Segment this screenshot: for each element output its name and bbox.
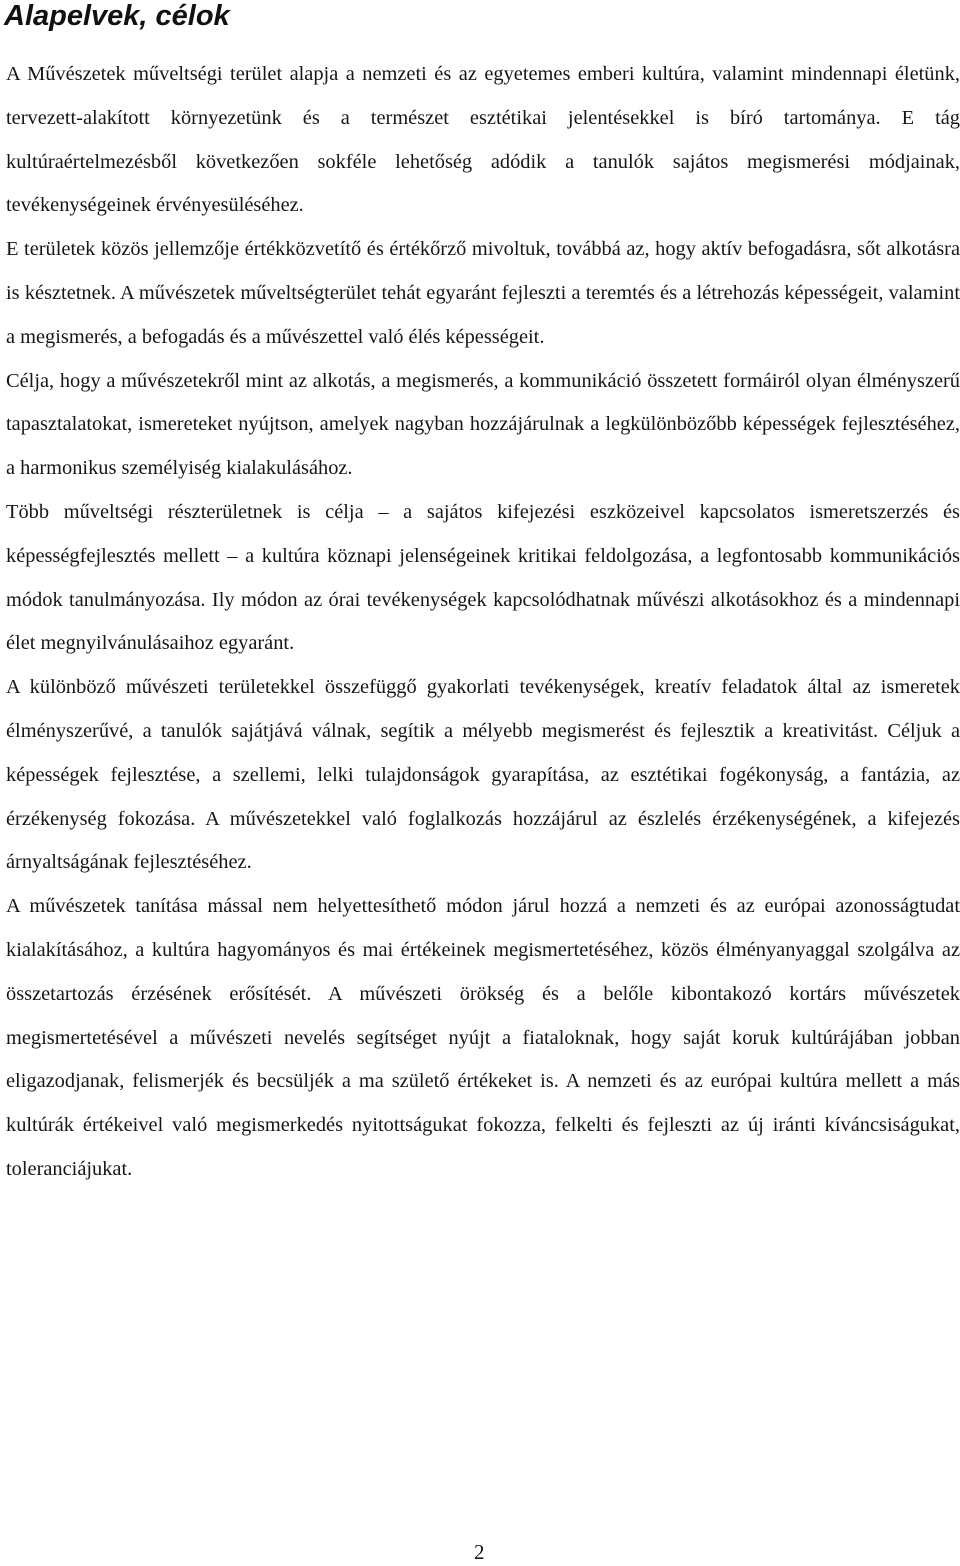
page-number: 2 xyxy=(474,1540,485,1564)
paragraph: A különböző művészeti területekkel összefüggő gyakorlati tevékenységek, kreatív feladatok által az ismeretek élményszerűvé, a tanulók sajátjává válnak, segítik a mélyebb megismerést és fejlesztik a kreativitást. Céljuk a képességek fejlesztése, a szellemi, lelki tulajdonságok gyarapítása, az esztétikai fogékonyság, a fantázia, az érzékenység fokozása. A művészetekkel való foglalkozás hozzájárul az észlelés érzékenységének, a kifejezés árnyaltságának fejlesztéséhez. xyxy=(6,676,960,874)
section-title: Alapelvek, célok xyxy=(4,0,230,32)
paragraph: Több műveltségi részterületnek is célja – a sajátos kifejezési eszközeivel kapcsolatos ismeretszerzés és képességfejlesztés mellett – a kultúra köznapi jelenségeinek kritikai feldolgozása, a legfontosabb kommunikációs módok tanulmányozása. Ily módon az órai tevékenységek kapcsolódhatnak művészi alkotásokhoz és a mindennapi élet megnyilvánulásaihoz egyaránt. xyxy=(6,500,960,655)
paragraph: A művészetek tanítása mással nem helyettesíthető módon járul hozzá a nemzeti és az európai azonosságtudat kialakításához, a kultúra hagyományos és mai értékeinek megismertetéséhez, közös élményanyaggal szolgálva az összetartozás érzésének erősítését. A művészeti örökség és a belőle kibontakozó kortárs művészetek megismertetésével a művészeti nevelés segítséget nyújt a fiataloknak, hogy saját koruk kultúrájában jobban eligazodjanak, felismerjék és becsüljék a ma születő értékeket is. A nemzeti és az európai kultúra mellett a más kultúrák értékeivel való megismerkedés nyitottságukat fokozza, felkelti és fejleszti az új iránti kíváncsiságukat, toleranciájukat. xyxy=(6,895,960,1180)
body-text xyxy=(6,53,960,1192)
paragraph: A Művészetek műveltségi terület alapja a nemzeti és az egyetemes emberi kultúra, valamint mindennapi életünk, tervezett-alakított környezetünk és a természet esztétikai jelentésekkel is bíró tartománya. E tág kultúraértelmezésből következően sokféle lehetőség adódik a tanulók sajátos megismerési módjainak, tevékenységeinek érvényesüléséhez. xyxy=(6,63,960,217)
paragraph: Célja, hogy a művészetekről mint az alkotás, a megismerés, a kommunikáció összetett formáiról olyan élményszerű tapasztalatokat, ismereteket nyújtson, amelyek nagyban hozzájárulnak a legkülönbözőbb képességek fejlesztéséhez, a harmonikus személyiség kialakulásához. xyxy=(6,369,960,480)
paragraph: E területek közös jellemzője értékközvetítő és értékőrző mivoltuk, továbbá az, hogy aktív befogadásra, sőt alkotásra is késztetnek. A művészetek műveltségterület tehát egyaránt fejleszti a teremtés és a létrehozás képességeit, valamint a megismerés, a befogadás és a művészettel való élés képességeit. xyxy=(6,238,960,348)
